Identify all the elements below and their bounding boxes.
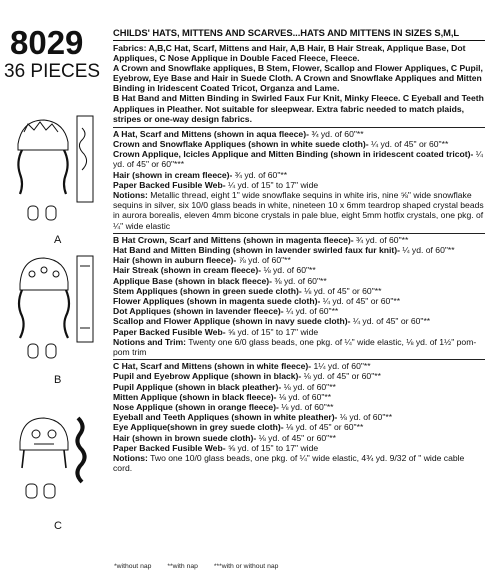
notions [113,337,485,357]
yardage-amount: ⅛ yd. of 45" or 60"** [256,432,336,443]
yardage-item: Crown and Snowflake Appliques (shown in white suede cloth)- [113,138,369,149]
yardage-item: Mitten Applique (shown in black fleece)- [113,391,277,402]
footnote: *without nap [114,563,152,570]
yardage-item: C Hat, Scarf and Mittens (shown in white fleece)- [113,361,312,372]
yardage-line [113,265,485,275]
yardage-amount: ⅛ yd. of 45" or 60"** [301,371,381,382]
yardage-amount: ¾ yd. of 60"** [353,234,409,245]
notions [113,190,485,231]
notions-text: Two one 10/0 glass beads, one pkg. of ¼" wide elastic, 4¾ yd. 9/32 of " wide cable cord. [113,453,465,474]
yardage-item: Eyeball and Teeth Appliques (shown in white pleather)- [113,412,338,423]
yardage-item: Stem Appliques (shown in green suede cloth)- [113,285,302,296]
yardage-amount: ⅜ yd. of 60"** [272,275,327,286]
yardage-item: Hair (shown in brown suede cloth)- [113,432,257,443]
yardage-amount: ⅛ yd. of 60"** [278,402,334,413]
yardage-item: Hat Band and Mitten Binding (shown in lavender swirled faux fur knit)- [113,244,400,255]
fabrics-paragraph: A Crown and Snowflake appliques, B Stem, Flower, Scallop and Flower Appliques, C Pupil, Eyebrow, Eye Base and Hair in Suede Cloth. A Crown and Snowflake Appliques and Mitten Binding in Iridescent Coated Tricot, Organza and Lame. [113,63,483,94]
notions-label: Notions and Trim: [113,336,187,347]
yardage-line [113,180,485,190]
yardage-line [113,235,485,245]
view-a-label: A [54,234,62,246]
yardage-line [113,149,485,169]
yardage-line [113,245,485,255]
pattern-title: CHILDS' HATS, MITTENS AND SCARVES...HATS AND MITTENS IN SIZES S,M,L [113,27,485,41]
yardage-line [113,316,485,326]
yardage-line [113,255,485,265]
yardage-item: Hair Streak (shown in cream fleece)- [113,265,262,276]
view-c-label: C [54,520,62,532]
yardage-line [113,392,485,402]
pattern-text [113,27,485,473]
view-c-requirements [113,359,485,473]
yardage-line [113,361,485,371]
yardage-amount: ¼ yd. of 45" or 60"** [350,316,431,327]
yardage-line [113,170,485,180]
yardage-amount: ⅛ yd. of 60"** [337,412,393,423]
yardage-amount: ⅛ yd. of 60"** [276,391,332,402]
piece-count: 36 PIECES [4,61,101,82]
yardage-line [113,412,485,422]
view-b-requirements [113,233,485,357]
yardage-item: Scallop and Flower Applique (shown in navy suede cloth)- [113,316,351,327]
view-a-illustration [10,110,105,230]
yardage-amount: ¼ yd. of 60"** [399,244,455,255]
yardage-item: Paper Backed Fusible Web- [113,179,226,190]
yardage-amount: ¾ yd. of 60"** [232,169,288,180]
yardage-line [113,276,485,286]
yardage-item: Hair (shown in cream fleece)- [113,169,233,180]
yardage-amount: ¾ yd. of 60"** [308,128,364,139]
view-b-label: B [54,374,62,386]
yardage-line [113,402,485,412]
fabrics-block [113,43,485,124]
yardage-amount: 1¼ yd. of 60"** [311,361,371,372]
yardage-amount: ¼ yd. of 45" or 60"*** [113,149,483,170]
yardage-item: Flower Appliques (shown in magenta suede cloth)- [113,296,321,306]
view-b-illustration [10,252,105,367]
yardage-amount: ⅛ yd. of 60"** [261,265,316,276]
yardage-amount: ⅝ yd. of 15" to 17" wide [225,442,319,453]
yardage-item: A Hat, Scarf and Mittens (shown in aqua fleece)- [113,128,309,139]
yardage-amount: ¼ yd. of 15" to 17" wide [225,179,319,190]
yardage-amount: ¼ yd. of 45" or 60"** [320,296,401,306]
yardage-item: Crown Applique, Icicles Applique and Mitten Binding (shown in iridescent coated tricot)- [113,149,474,160]
yardage-item: Paper Backed Fusible Web- [113,326,226,337]
notions-text: Twenty one 6/0 glass beads, one pkg. of ¼" wide elastic, ⅛ yd. of 1½" pom-pom trim [113,336,477,358]
footnote: **with nap [167,563,198,570]
yardage-amount: ⅝ yd. of 15" to 17" wide [225,326,319,337]
yardage-item: Paper Backed Fusible Web- [113,442,226,453]
yardage-line [113,422,485,432]
yardage-item: Pupil Applique (shown in black pleather)- [113,381,282,392]
yardage-item: Eye Applique(shown in grey suede cloth)- [113,422,284,433]
footnote: ***with or without nap [213,563,279,570]
yardage-amount: ⅛ yd. of 45" or 60"** [283,422,364,433]
yardage-amount: ⅛ yd. of 60"** [281,381,336,392]
fabrics-paragraph: B Hat Band and Mitten Binding in Swirled Faux Fur Knit, Minky Fleece. C Eyeball and Teeth Appliques in Pleather. Not suitable for sleepwear. Extra fabric needed to match plaids, stripes or one-way design fabrics. [113,93,484,124]
yardage-line [113,306,485,316]
yardage-item: Dot Appliques (shown in lavender fleece)- [113,306,284,317]
view-a-requirements [113,127,485,231]
footnotes [114,563,292,570]
notions-label: Notions: [113,453,148,464]
yardage-item: Pupil and Eyebrow Applique (shown in black)- [113,371,302,382]
yardage-line [113,382,485,392]
yardage-line [113,443,485,453]
notions [113,453,485,473]
yardage-line [113,296,485,306]
yardage-item: Applique Base (shown in black fleece)- [113,275,273,286]
pattern-number: 8029 [10,24,84,61]
yardage-line [113,433,485,443]
yardage-line [113,371,485,381]
yardage-amount: ⅛ yd. of 45" or 60"** [301,285,382,296]
notions-label: Notions: [113,189,148,200]
yardage-item: Hair (shown in auburn fleece)- [113,255,237,266]
yardage-line [113,139,485,149]
yardage-amount: ¼ yd. of 60"** [283,306,339,317]
view-c-illustration [10,408,105,518]
yardage-item: B Hat Crown, Scarf and Mittens (shown in magenta fleece)- [113,234,354,245]
yardage-line [113,327,485,337]
fabrics-paragraph: Fabrics: A,B,C Hat, Scarf, Mittens and Hair, A,B Hair, B Hair Streak, Applique Base, Dot Appliques, C Nose Applique in Double Faced Fleece, Fleece. [113,43,466,64]
notions-text: Metallic thread, eight 1" wide snowflake sequins in white iris, nine ⅝" wide snowflake sequins in silver, six 10/0 glass beads in white, nineteen 10 x 6mm teardrop shaped crystal beads in aurora borealis, eleven 4mm bicone crystals in pale blue, eight 5mm hotfix crystals, one pkg. of ¼" wide elastic [113,189,484,231]
yardage-amount: ¼ yd. of 45" or 60"** [368,138,449,149]
yardage-line [113,286,485,296]
yardage-item: Nose Applique (shown in orange fleece)- [113,402,279,413]
yardage-line [113,129,485,139]
yardage-amount: ⅞ yd. of 60"** [236,255,291,266]
